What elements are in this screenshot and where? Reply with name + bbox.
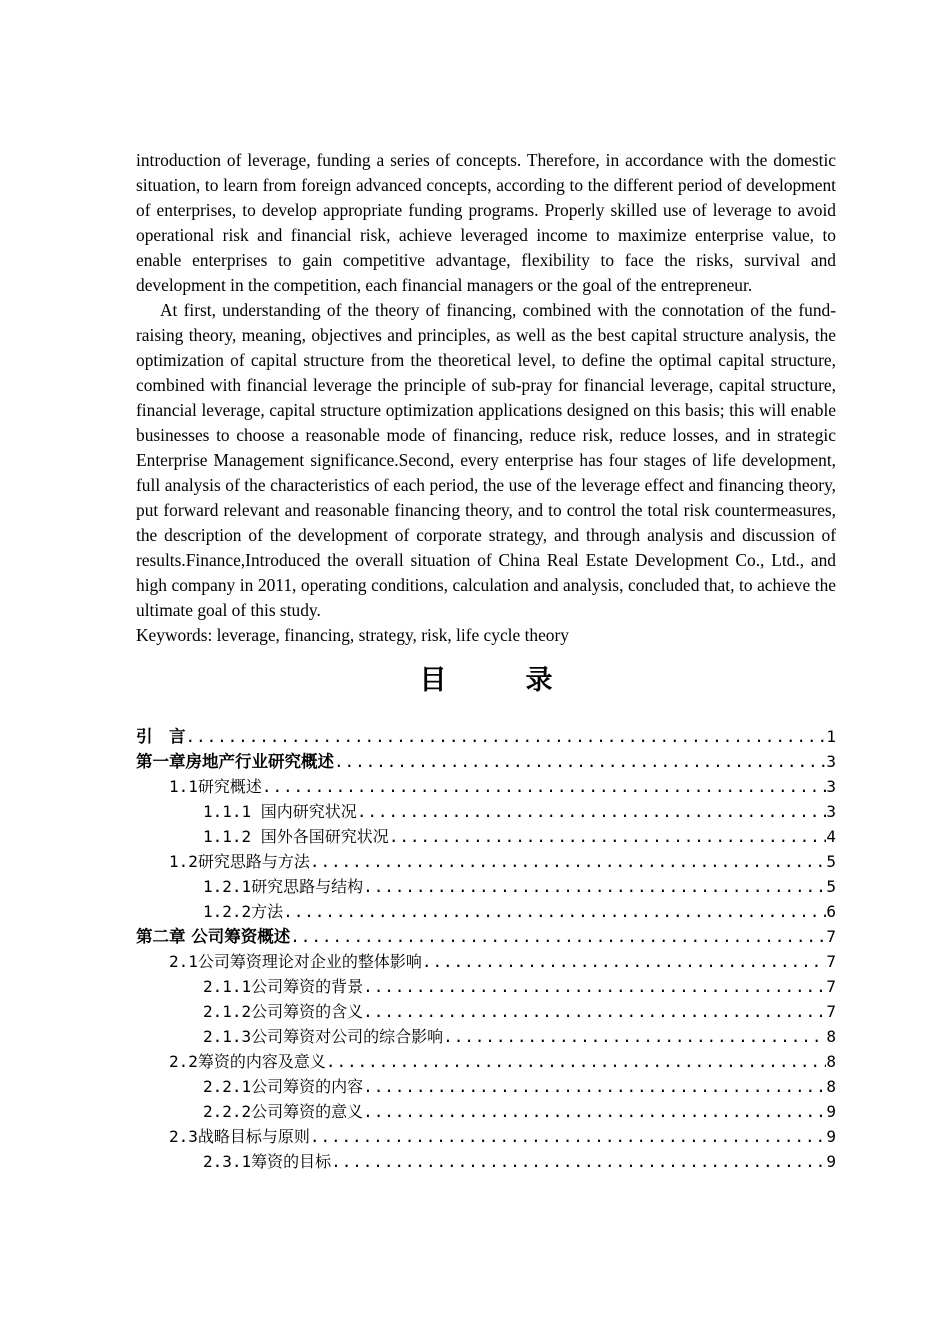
abstract-keywords: Keywords: leverage, financing, strategy, risk, life cycle theory <box>136 625 569 645</box>
abstract-section <box>136 148 836 648</box>
toc-dot-leader <box>363 874 826 899</box>
toc-dot-leader <box>422 949 826 974</box>
toc-dot-leader <box>443 1024 826 1049</box>
toc-entry-page-number: 3 <box>826 777 836 796</box>
toc-dot-leader <box>389 824 827 849</box>
toc-entry-page-number: 8 <box>826 1077 836 1096</box>
toc-dot-leader <box>331 1149 826 1174</box>
toc-dot-leader <box>283 899 826 924</box>
toc-entry-label: 2.3.1筹资的目标 <box>203 1152 332 1171</box>
toc-entry[interactable] <box>136 924 836 949</box>
toc-entry-page-number: 9 <box>826 1127 836 1146</box>
table-of-contents <box>136 724 836 1174</box>
toc-entry[interactable] <box>136 999 836 1024</box>
toc-entry[interactable] <box>136 949 836 974</box>
toc-entry-label: 2.1公司筹资理论对企业的整体影响 <box>169 952 422 971</box>
toc-entry-page-number: 7 <box>826 1002 836 1021</box>
toc-dot-leader <box>357 799 827 824</box>
toc-entry-label: 2.1.2公司筹资的含义 <box>203 1002 364 1021</box>
toc-entry-label: 2.2.1公司筹资的内容 <box>203 1077 364 1096</box>
toc-entry-label: 第一章房地产行业研究概述 <box>136 752 334 771</box>
toc-dot-leader <box>334 749 826 774</box>
toc-entry-label: 2.1.3公司筹资对公司的综合影响 <box>203 1027 444 1046</box>
toc-dot-leader <box>363 1099 826 1124</box>
toc-dot-leader <box>363 1074 826 1099</box>
toc-entry-page-number: 5 <box>826 877 836 896</box>
toc-entry-page-number: 7 <box>826 927 836 946</box>
toc-entry-label: 2.3战略目标与原则 <box>169 1127 310 1146</box>
toc-entry[interactable] <box>136 1099 836 1124</box>
toc-entry[interactable] <box>136 1074 836 1099</box>
abstract-paragraph-1: introduction of leverage, funding a series of concepts. Therefore, in accordance with the domestic situation, to learn from foreign advanced concepts, according to the different period of development of enterprises, to develop appropriate funding programs. Properly skilled use of leverage to avoid operational risk and financial risk, achieve leveraged income to maximize enterprise value, to enable enterprises to gain competitive advantage, flexibility to face the risks, survival and development in the competition, each financial managers or the goal of the entrepreneur. <box>136 150 836 295</box>
toc-entry-label: 1.1研究概述 <box>169 777 262 796</box>
toc-entry[interactable] <box>136 874 836 899</box>
toc-entry-page-number: 9 <box>826 1102 836 1121</box>
toc-entry-label: 2.1.1公司筹资的背景 <box>203 977 364 996</box>
toc-entry-label: 2.2筹资的内容及意义 <box>169 1052 326 1071</box>
toc-entry-page-number: 3 <box>826 802 836 821</box>
toc-entry[interactable] <box>136 1049 836 1074</box>
toc-entry-page-number: 4 <box>826 827 836 846</box>
toc-dot-leader <box>290 924 826 949</box>
toc-entry-page-number: 8 <box>826 1027 836 1046</box>
toc-entry-label: 第二章 公司筹资概述 <box>136 927 291 946</box>
toc-entry-label: 1.2.1研究思路与结构 <box>203 877 364 896</box>
toc-entry-page-number: 7 <box>826 952 836 971</box>
toc-entry-page-number: 5 <box>826 852 836 871</box>
toc-entry-label: 2.2.2公司筹资的意义 <box>203 1102 364 1121</box>
toc-entry-page-number: 7 <box>826 977 836 996</box>
toc-entry-label: 引 言 <box>136 727 186 746</box>
toc-entry[interactable] <box>136 899 836 924</box>
toc-entry[interactable] <box>136 824 836 849</box>
toc-entry-label: 1.1.1 国内研究状况 <box>203 802 357 821</box>
toc-entry-page-number: 3 <box>826 752 836 771</box>
toc-dot-leader <box>186 724 827 749</box>
toc-entry[interactable] <box>136 749 836 774</box>
toc-dot-leader <box>262 774 826 799</box>
toc-dot-leader <box>310 1124 826 1149</box>
toc-entry-page-number: 1 <box>826 727 836 746</box>
toc-entry-page-number: 9 <box>826 1152 836 1171</box>
toc-entry[interactable] <box>136 724 836 749</box>
toc-dot-leader <box>326 1049 826 1074</box>
toc-entry[interactable] <box>136 1124 836 1149</box>
toc-dot-leader <box>363 974 826 999</box>
toc-entry[interactable] <box>136 1149 836 1174</box>
toc-title: 目 录 <box>419 665 579 696</box>
toc-entry[interactable] <box>136 799 836 824</box>
toc-entry[interactable] <box>136 774 836 799</box>
abstract-paragraph-2: At first, understanding of the theory of financing, combined with the connotation of the fund-raising theory, meaning, objectives and principles, as well as the best capital structure analysis, the optimization of capital structure from the theoretical level, to define the optimal capital structure, combined with financial leverage the principle of sub-pray for financial leverage, capital structure, financial leverage, capital structure optimization applications designed on this basis; this will enable businesses to choose a reasonable mode of financing, reduce risk, reduce losses, and in strategic Enterprise Management significance.Second, every enterprise has four stages of life development, full analysis of the characteristics of each period, the use of the leverage effect and financing theory, put forward relevant and reasonable financing theory, and to control the total risk countermeasures, the description of the development of corporate strategy, and through analysis and discussion of results.Finance,Introduced the overall situation of China Real Estate Development Co., Ltd., and high company in 2011, operating conditions, calculation and analysis, concluded that, to achieve the ultimate goal of this study. <box>136 300 836 620</box>
toc-entry-label: 1.2研究思路与方法 <box>169 852 310 871</box>
toc-entry-label: 1.2.2方法 <box>203 902 284 921</box>
toc-entry[interactable] <box>136 974 836 999</box>
toc-entry[interactable] <box>136 1024 836 1049</box>
toc-entry-label: 1.1.2 国外各国研究状况 <box>203 827 389 846</box>
toc-dot-leader <box>310 849 826 874</box>
document-page <box>136 148 836 1174</box>
toc-dot-leader <box>363 999 826 1024</box>
toc-entry-page-number: 6 <box>826 902 836 921</box>
toc-entry[interactable] <box>136 849 836 874</box>
toc-entry-page-number: 8 <box>826 1052 836 1071</box>
